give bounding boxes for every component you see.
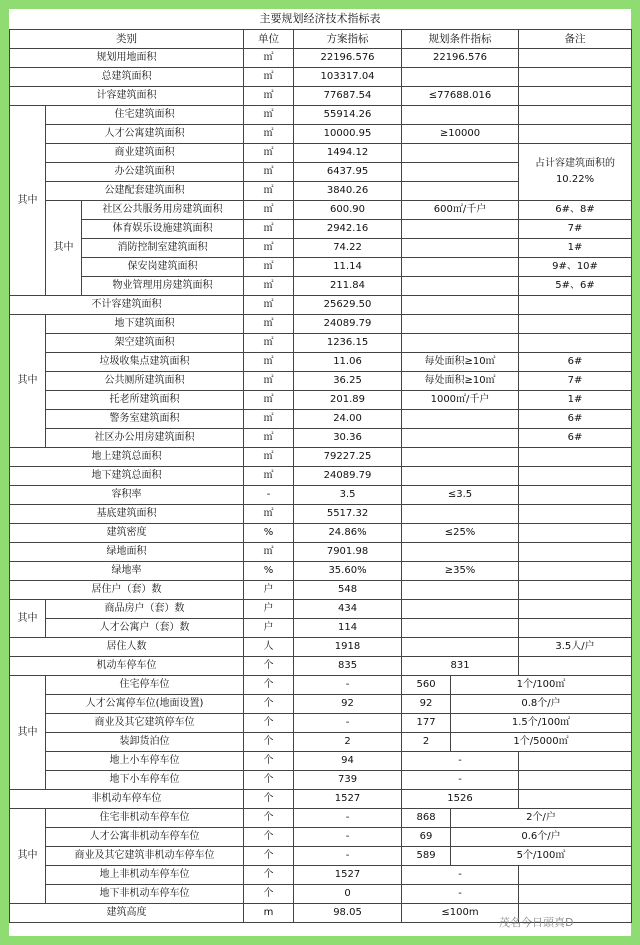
row-value: 3.5 — [294, 486, 402, 505]
row-condition: 2 — [402, 733, 451, 752]
row-remark — [519, 543, 632, 562]
row-remark — [519, 885, 632, 904]
table-row — [10, 106, 632, 125]
row-unit: ㎡ — [244, 429, 294, 448]
row-value: 35.60% — [294, 562, 402, 581]
row-condition: 1526 — [402, 790, 519, 809]
group-label: 其中 — [10, 676, 46, 790]
row-label: 托老所建筑面积 — [46, 391, 244, 410]
row-condition — [402, 600, 519, 619]
row-condition — [402, 448, 519, 467]
table-row — [10, 600, 632, 619]
table-row — [10, 638, 632, 657]
row-value: 30.36 — [294, 429, 402, 448]
row-standard: 5个/100㎡ — [451, 847, 632, 866]
table-row — [10, 372, 632, 391]
row-label: 架空建筑面积 — [46, 334, 244, 353]
row-label: 绿地率 — [10, 562, 244, 581]
row-unit: 个 — [244, 676, 294, 695]
row-label: 警务室建筑面积 — [46, 410, 244, 429]
row-label: 消防控制室建筑面积 — [82, 239, 244, 258]
row-unit: ㎡ — [244, 106, 294, 125]
row-value: 600.90 — [294, 201, 402, 220]
row-remark — [519, 505, 632, 524]
row-condition: 每处面积≥10㎡ — [402, 372, 519, 391]
row-label: 体育娱乐设施建筑面积 — [82, 220, 244, 239]
row-condition — [402, 239, 519, 258]
table-row — [10, 391, 632, 410]
row-remark — [519, 600, 632, 619]
row-value: 98.05 — [294, 904, 402, 923]
row-condition — [402, 68, 519, 87]
row-unit: ㎡ — [244, 543, 294, 562]
row-unit: - — [244, 486, 294, 505]
row-condition — [402, 429, 519, 448]
row-label: 住宅停车位 — [46, 676, 244, 695]
row-label: 垃圾收集点建筑面积 — [46, 353, 244, 372]
row-condition — [402, 467, 519, 486]
row-unit: ㎡ — [244, 505, 294, 524]
row-unit: 个 — [244, 771, 294, 790]
row-value: 5517.32 — [294, 505, 402, 524]
row-value: 24089.79 — [294, 467, 402, 486]
row-label: 公建配套建筑面积 — [46, 182, 244, 201]
row-label: 人才公寓户（套）数 — [46, 619, 244, 638]
row-label: 公共厕所建筑面积 — [46, 372, 244, 391]
row-condition — [402, 277, 519, 296]
table-row — [10, 239, 632, 258]
row-condition: ≥10000 — [402, 125, 519, 144]
row-value: 55914.26 — [294, 106, 402, 125]
row-condition: 868 — [402, 809, 451, 828]
table-row — [10, 486, 632, 505]
row-remark — [519, 790, 632, 809]
row-condition: ≥35% — [402, 562, 519, 581]
row-value: 94 — [294, 752, 402, 771]
table-row — [10, 429, 632, 448]
table-row — [10, 220, 632, 239]
table-row — [10, 467, 632, 486]
row-unit: ㎡ — [244, 201, 294, 220]
row-value: 1527 — [294, 790, 402, 809]
table-row — [10, 353, 632, 372]
row-remark — [519, 467, 632, 486]
row-remark — [519, 68, 632, 87]
table-row — [10, 410, 632, 429]
row-remark: 7# — [519, 372, 632, 391]
row-value: 1494.12 — [294, 144, 402, 163]
group-label: 其中 — [10, 315, 46, 448]
row-value: - — [294, 847, 402, 866]
table-row — [10, 87, 632, 106]
row-label: 住宅建筑面积 — [46, 106, 244, 125]
row-condition — [402, 144, 519, 163]
row-remark — [519, 657, 632, 676]
header-row — [10, 30, 632, 49]
row-label: 地上小车停车位 — [46, 752, 244, 771]
row-unit: ㎡ — [244, 448, 294, 467]
row-unit: 个 — [244, 885, 294, 904]
row-label: 装卸货泊位 — [46, 733, 244, 752]
row-value: 25629.50 — [294, 296, 402, 315]
row-unit: 人 — [244, 638, 294, 657]
row-remark: 6#、8# — [519, 201, 632, 220]
header-plan: 方案指标 — [294, 30, 402, 49]
row-value: 77687.54 — [294, 87, 402, 106]
row-value: - — [294, 828, 402, 847]
row-label: 不计容建筑面积 — [10, 296, 244, 315]
row-value: 92 — [294, 695, 402, 714]
row-unit: ㎡ — [244, 144, 294, 163]
table-row — [10, 277, 632, 296]
row-remark — [519, 87, 632, 106]
row-label: 容积率 — [10, 486, 244, 505]
table-row — [10, 543, 632, 562]
row-value: 211.84 — [294, 277, 402, 296]
row-condition — [402, 296, 519, 315]
row-standard: 2个/户 — [451, 809, 632, 828]
row-label: 人才公寓非机动车停车位 — [46, 828, 244, 847]
row-value: 22196.576 — [294, 49, 402, 68]
row-remark — [519, 619, 632, 638]
row-condition — [402, 315, 519, 334]
row-condition: 69 — [402, 828, 451, 847]
row-condition — [402, 581, 519, 600]
row-value: 1236.15 — [294, 334, 402, 353]
row-standard: 0.8个/户 — [451, 695, 632, 714]
row-value: 24089.79 — [294, 315, 402, 334]
row-value: 3840.26 — [294, 182, 402, 201]
row-condition: ≤25% — [402, 524, 519, 543]
row-unit: 户 — [244, 619, 294, 638]
row-value: 11.14 — [294, 258, 402, 277]
row-condition: 831 — [402, 657, 519, 676]
row-value: 10000.95 — [294, 125, 402, 144]
table-row — [10, 847, 632, 866]
row-condition: 177 — [402, 714, 451, 733]
row-remark: 6# — [519, 410, 632, 429]
row-value: 103317.04 — [294, 68, 402, 87]
row-label: 规划用地面积 — [10, 49, 244, 68]
row-unit: ㎡ — [244, 239, 294, 258]
table-row — [10, 581, 632, 600]
row-condition: 589 — [402, 847, 451, 866]
row-condition — [402, 106, 519, 125]
row-remark — [519, 315, 632, 334]
row-unit: ㎡ — [244, 372, 294, 391]
row-value: 11.06 — [294, 353, 402, 372]
row-value: 79227.25 — [294, 448, 402, 467]
table-row — [10, 505, 632, 524]
row-value: 2 — [294, 733, 402, 752]
row-value: 24.86% — [294, 524, 402, 543]
row-remark — [519, 334, 632, 353]
row-label: 地上建筑总面积 — [10, 448, 244, 467]
row-standard: 0.6个/户 — [451, 828, 632, 847]
row-condition: 600㎡/千户 — [402, 201, 519, 220]
table-row — [10, 714, 632, 733]
row-condition — [402, 543, 519, 562]
table-row — [10, 68, 632, 87]
row-remark — [519, 448, 632, 467]
row-unit: ㎡ — [244, 163, 294, 182]
indicator-sheet — [9, 9, 631, 936]
row-remark — [519, 125, 632, 144]
row-value: 1918 — [294, 638, 402, 657]
row-unit: 个 — [244, 714, 294, 733]
row-label: 建筑密度 — [10, 524, 244, 543]
row-condition — [402, 638, 519, 657]
row-unit: 户 — [244, 581, 294, 600]
row-remark — [519, 866, 632, 885]
row-value: 434 — [294, 600, 402, 619]
row-value: - — [294, 809, 402, 828]
table-row — [10, 752, 632, 771]
row-label: 商品房户（套）数 — [46, 600, 244, 619]
row-unit: % — [244, 524, 294, 543]
row-label: 人才公寓建筑面积 — [46, 125, 244, 144]
row-unit: 个 — [244, 657, 294, 676]
row-label: 商业及其它建筑停车位 — [46, 714, 244, 733]
table-row — [10, 885, 632, 904]
row-value: 548 — [294, 581, 402, 600]
header-unit: 单位 — [244, 30, 294, 49]
row-unit: ㎡ — [244, 49, 294, 68]
table-title: 主要规划经济技术指标表 — [259, 12, 381, 25]
row-value: 835 — [294, 657, 402, 676]
table-row — [10, 657, 632, 676]
row-unit: 个 — [244, 733, 294, 752]
row-condition — [402, 163, 519, 182]
row-value: 114 — [294, 619, 402, 638]
row-label: 社区办公用房建筑面积 — [46, 429, 244, 448]
row-condition: 92 — [402, 695, 451, 714]
row-unit: % — [244, 562, 294, 581]
row-value: 0 — [294, 885, 402, 904]
table-row — [10, 771, 632, 790]
row-unit: ㎡ — [244, 125, 294, 144]
table-row — [10, 866, 632, 885]
row-standard: 1.5个/100㎡ — [451, 714, 632, 733]
row-remark: 5#、6# — [519, 277, 632, 296]
row-label: 地下建筑面积 — [46, 315, 244, 334]
row-label: 商业及其它建筑非机动车停车位 — [46, 847, 244, 866]
row-condition — [402, 410, 519, 429]
row-unit: ㎡ — [244, 68, 294, 87]
table-row — [10, 524, 632, 543]
row-label: 地上非机动车停车位 — [46, 866, 244, 885]
row-unit: 个 — [244, 752, 294, 771]
row-unit: 个 — [244, 809, 294, 828]
row-unit: ㎡ — [244, 467, 294, 486]
row-value: - — [294, 676, 402, 695]
table-row — [10, 828, 632, 847]
row-unit: 户 — [244, 600, 294, 619]
header-category: 类别 — [10, 30, 244, 49]
row-remark — [519, 562, 632, 581]
row-unit: 个 — [244, 790, 294, 809]
row-condition — [402, 505, 519, 524]
row-value: 739 — [294, 771, 402, 790]
row-remark — [519, 771, 632, 790]
table-row — [10, 334, 632, 353]
row-unit: 个 — [244, 847, 294, 866]
row-condition: 560 — [402, 676, 451, 695]
row-value: 6437.95 — [294, 163, 402, 182]
row-label: 办公建筑面积 — [46, 163, 244, 182]
row-unit: 个 — [244, 828, 294, 847]
row-value: 24.00 — [294, 410, 402, 429]
row-remark — [519, 524, 632, 543]
table-row — [10, 695, 632, 714]
row-value: 74.22 — [294, 239, 402, 258]
row-label: 人才公寓停车位(地面设置) — [46, 695, 244, 714]
row-label: 地下小车停车位 — [46, 771, 244, 790]
row-condition — [402, 220, 519, 239]
group-label: 其中 — [10, 809, 46, 904]
row-condition — [402, 182, 519, 201]
row-unit: 个 — [244, 695, 294, 714]
table-row — [10, 619, 632, 638]
table-row — [10, 49, 632, 68]
table-row — [10, 676, 632, 695]
row-label: 非机动车停车位 — [10, 790, 244, 809]
row-unit: ㎡ — [244, 277, 294, 296]
far-note: 占计容建筑面积的10.22% — [519, 144, 632, 201]
row-value: - — [294, 714, 402, 733]
row-label: 居住人数 — [10, 638, 244, 657]
row-label: 物业管理用房建筑面积 — [82, 277, 244, 296]
table-row — [10, 258, 632, 277]
row-value: 7901.98 — [294, 543, 402, 562]
row-unit: ㎡ — [244, 334, 294, 353]
row-unit: ㎡ — [244, 296, 294, 315]
row-condition: - — [402, 866, 519, 885]
row-label: 绿地面积 — [10, 543, 244, 562]
row-unit: ㎡ — [244, 182, 294, 201]
row-condition: - — [402, 885, 519, 904]
table-row — [10, 790, 632, 809]
row-label: 建筑高度 — [10, 904, 244, 923]
row-label: 商业建筑面积 — [46, 144, 244, 163]
row-condition: 1000㎡/千户 — [402, 391, 519, 410]
row-remark — [519, 486, 632, 505]
row-label: 住宅非机动车停车位 — [46, 809, 244, 828]
table-row — [10, 201, 632, 220]
table-row — [10, 315, 632, 334]
row-label: 机动车停车位 — [10, 657, 244, 676]
row-remark — [519, 49, 632, 68]
row-unit: ㎡ — [244, 353, 294, 372]
row-standard: 1个/100㎡ — [451, 676, 632, 695]
table-row — [10, 733, 632, 752]
indicator-table — [9, 29, 632, 923]
subgroup-label: 其中 — [46, 201, 82, 296]
row-standard: 1个/5000㎡ — [451, 733, 632, 752]
row-unit: ㎡ — [244, 258, 294, 277]
row-unit: 个 — [244, 866, 294, 885]
table-row — [10, 448, 632, 467]
group-label: 其中 — [10, 106, 46, 296]
row-label: 地下建筑总面积 — [10, 467, 244, 486]
row-unit: ㎡ — [244, 220, 294, 239]
row-label: 地下非机动车停车位 — [46, 885, 244, 904]
row-condition — [402, 334, 519, 353]
row-label: 社区公共服务用房建筑面积 — [82, 201, 244, 220]
group-label: 其中 — [10, 600, 46, 638]
row-value: 201.89 — [294, 391, 402, 410]
row-value: 2942.16 — [294, 220, 402, 239]
row-condition: - — [402, 771, 519, 790]
row-condition: 每处面积≥10㎡ — [402, 353, 519, 372]
row-unit: ㎡ — [244, 391, 294, 410]
row-condition — [402, 258, 519, 277]
row-remark — [519, 581, 632, 600]
row-label: 保安岗建筑面积 — [82, 258, 244, 277]
row-remark: 9#、10# — [519, 258, 632, 277]
header-condition: 规划条件指标 — [402, 30, 519, 49]
row-value: 36.25 — [294, 372, 402, 391]
row-remark: 3.5人/户 — [519, 638, 632, 657]
row-condition — [402, 619, 519, 638]
row-remark — [519, 296, 632, 315]
row-condition: ≤100m — [402, 904, 519, 923]
watermark: 茂名今日頭真D — [499, 916, 574, 929]
table-row — [10, 144, 632, 163]
table-row — [10, 296, 632, 315]
row-label: 总建筑面积 — [10, 68, 244, 87]
table-row — [10, 809, 632, 828]
row-condition: ≤77688.016 — [402, 87, 519, 106]
row-remark: 1# — [519, 239, 632, 258]
row-unit: m — [244, 904, 294, 923]
row-unit: ㎡ — [244, 315, 294, 334]
row-remark: 7# — [519, 220, 632, 239]
row-remark — [519, 106, 632, 125]
table-row — [10, 562, 632, 581]
row-remark: 6# — [519, 429, 632, 448]
row-label: 基底建筑面积 — [10, 505, 244, 524]
row-remark: 1# — [519, 391, 632, 410]
row-unit: ㎡ — [244, 87, 294, 106]
row-remark: 6# — [519, 353, 632, 372]
row-remark — [519, 752, 632, 771]
row-condition: - — [402, 752, 519, 771]
row-condition: ≤3.5 — [402, 486, 519, 505]
table-row — [10, 125, 632, 144]
header-remark: 备注 — [519, 30, 632, 49]
row-label: 计容建筑面积 — [10, 87, 244, 106]
row-condition: 22196.576 — [402, 49, 519, 68]
row-label: 居住户（套）数 — [10, 581, 244, 600]
row-value: 1527 — [294, 866, 402, 885]
row-unit: ㎡ — [244, 410, 294, 429]
